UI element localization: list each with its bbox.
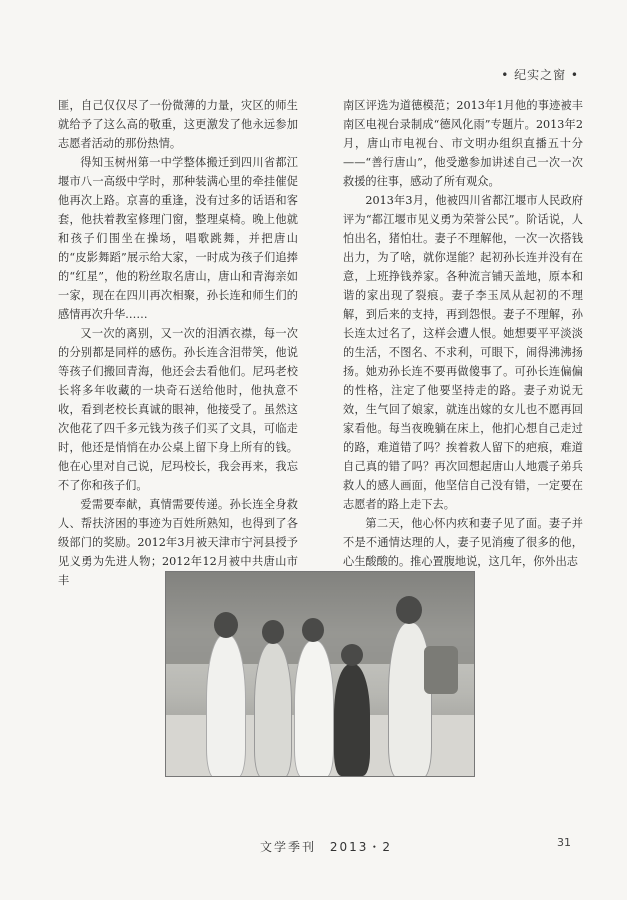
paragraph: 又一次的离别，又一次的泪洒衣襟，每一次的分别都是同样的感伤。孙长连含泪带笑，他说等孩子们搬回青海，他还会去看他们。尼玛老校长将多年收藏的一块奇石送给他时，他执意不收，看到老校长真诚的眼神，他接受了。虽然这次他花了四千多元钱为孩子们买了文具，可临走时，他还是悄悄在办公桌上留下身上所有的钱。他在心里对自己说，尼玛校长，我会再来，我忘不了你和孩子们。 — [58, 327, 298, 492]
issue-number: 2013・2 — [329, 840, 393, 854]
article-column-left — [58, 96, 298, 590]
person-figure — [334, 664, 370, 776]
person-figure — [254, 642, 292, 777]
bag-figure — [424, 646, 458, 694]
person-figure — [388, 622, 432, 777]
person-figure — [206, 634, 246, 777]
paragraph: 爱需要奉献，真情需要传递。孙长连全身救人、帮扶济困的事迹为百姓所熟知，也得到了各级部门的奖励。2012年3月被天津市宁河县授予见义勇为先进人物；2012年12月被中共唐山市丰 — [58, 498, 298, 587]
journal-footer — [260, 838, 392, 855]
page-number: 31 — [557, 836, 571, 849]
journal-name: 文学季刊 — [260, 840, 317, 854]
person-figure — [294, 640, 334, 777]
paragraph: 得知玉树州第一中学整体搬迁到四川省都江堰市八一高级中学时，那种装满心里的牵挂催促他再次上路。京喜的重逢，没有过多的话语和客套，他扶着教室修理门窗，整理桌椅。晚上他就和孩子们围坐在操场，唱歌跳舞，并把唐山的“皮影舞蹈”展示给大家，一时成为孩子们追捧的“红星”，他的粉丝取名唐山，唐山和青海亲如一家，现在在四川再次相聚，孙长连和师生们的感情再次升华…… — [58, 156, 298, 321]
person-head — [214, 612, 238, 638]
person-head — [262, 620, 284, 644]
paragraph: 第二天，他心怀内疚和妻子见了面。妻子并不是不通情达理的人，妻子见消瘦了很多的他，心生酸酸的。推心置腹地说，这几年，你外出志 — [343, 517, 583, 568]
paragraph: 南区评选为道德模范；2013年1月他的事迹被丰南区电视台录制成“德风化雨”专题片。2013年2月，唐山市电视台、市文明办组织直播五十分——“善行唐山”，他受邀参加讲述自己一次一次救援的往事，感动了所有观众。 — [343, 99, 583, 188]
group-photo — [165, 571, 475, 777]
paragraph: 2013年3月，他被四川省都江堰市人民政府评为“都江堰市见义勇为荣誉公民”。阶话说，人怕出名，猪怕壮。妻子不理解他，一次一次搭钱出力，为了啥，就你逞能？起初孙长连并没有在意，上班挣钱养家。各种流言铺天盖地，原本和谐的家出现了裂痕。妻子李玉凤从起初的不理解，到后来的支持，再到怨恨。妻子不理解，孙长连太过名了，这样会遭人恨。她想要平平淡淡的生活，不图名、不求利，可眼下，闹得沸沸扬扬。她劝孙长连不要再做傻事了。可孙长连偏偏的性格，注定了他要坚持走的路。妻子劝说无效，生气回了娘家，就连出嫁的女儿也不愿再回家看他。每当夜晚躺在床上，他扪心想自己走过的路，难道错了吗？挨着救人留下的疤痕，难道自己真的错了吗？再次回想起唐山人地震子弟兵救人的感人画面，他坚信自己没有错，一定要在志愿者的路上走下去。 — [343, 194, 583, 511]
person-head — [302, 618, 324, 642]
article-column-right — [343, 96, 583, 571]
paragraph: 匪，自己仅仅尽了一份微薄的力量，灾区的师生就给予了这么高的敬重，这更激发了他永远参加志愿者活动的那份热情。 — [58, 99, 298, 150]
section-tag: • 纪实之窗 • — [501, 68, 579, 82]
person-head — [396, 596, 422, 624]
person-head — [341, 644, 363, 666]
